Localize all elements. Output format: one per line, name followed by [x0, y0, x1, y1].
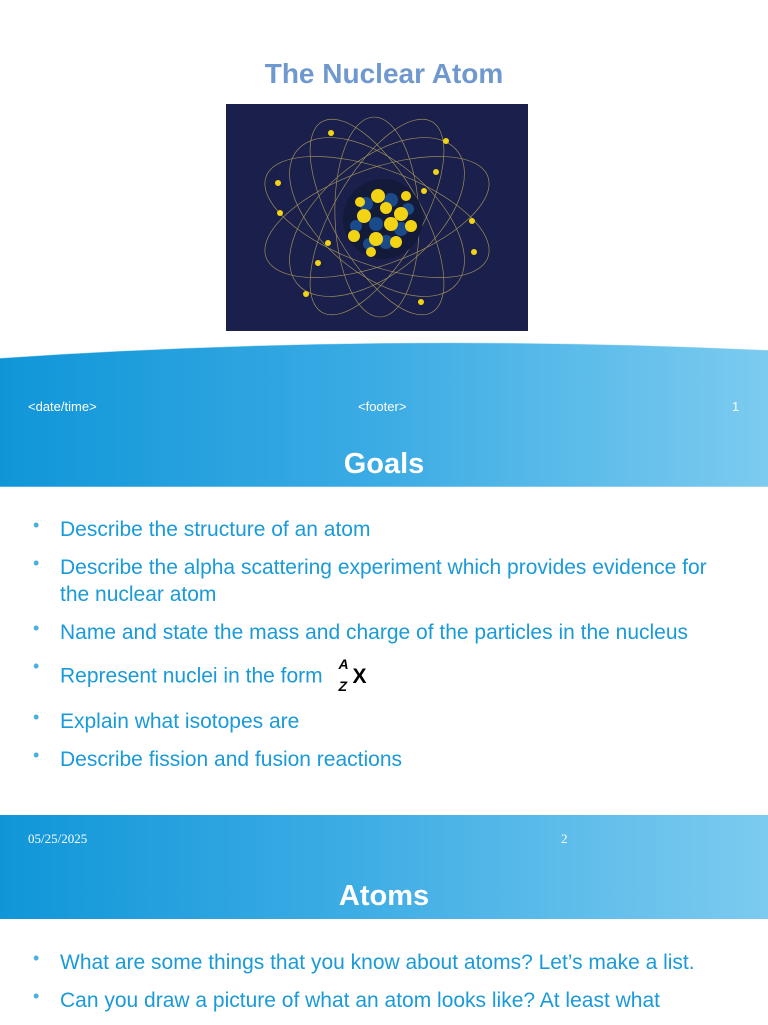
atom-image: [226, 104, 528, 331]
list-item: [0, 516, 768, 543]
element-symbol: X: [352, 665, 367, 688]
bullet-text: What are some things that you know about atoms? Let’s make a list.: [60, 951, 695, 974]
slide-date: <date/time>: [28, 399, 97, 414]
list-item: [0, 619, 768, 646]
list-item: [0, 746, 768, 773]
list-item: [0, 708, 768, 735]
list-item: [0, 657, 768, 697]
bullet-text: Describe the alpha scattering experiment which provides evidence for the nuclear atom: [60, 556, 707, 606]
bullet-text: Represent nuclei in the form: [60, 664, 323, 688]
list-item: [0, 987, 768, 1014]
slide-title: Goals: [343, 448, 425, 480]
slide-number: 1: [732, 399, 740, 414]
list-item: [0, 949, 768, 976]
slide-date: 05/25/2025: [28, 831, 88, 846]
bullet-text: Explain what isotopes are: [60, 710, 300, 733]
bullet-list: [0, 949, 768, 1025]
slide-title: The Nuclear Atom: [264, 58, 504, 89]
nuclide-notation: [336, 657, 380, 697]
slide-footer: <footer>: [358, 399, 407, 414]
bullet-text: Name and state the mass and charge of the particles in the nucleus: [60, 621, 689, 644]
list-item: [0, 554, 768, 608]
slide-number: 2: [561, 831, 568, 846]
atomic-number: Z: [338, 678, 348, 694]
bullet-text: Describe the structure of an atom: [60, 518, 371, 541]
atom-icon: [226, 104, 528, 331]
bullet-list: [0, 516, 768, 784]
bullet-text: Describe fission and fusion reactions: [60, 748, 403, 771]
bullet-text: Can you draw a picture of what an atom looks like? At least what: [60, 989, 660, 1012]
mass-number: A: [338, 656, 349, 672]
slide-title: Atoms: [338, 880, 430, 912]
